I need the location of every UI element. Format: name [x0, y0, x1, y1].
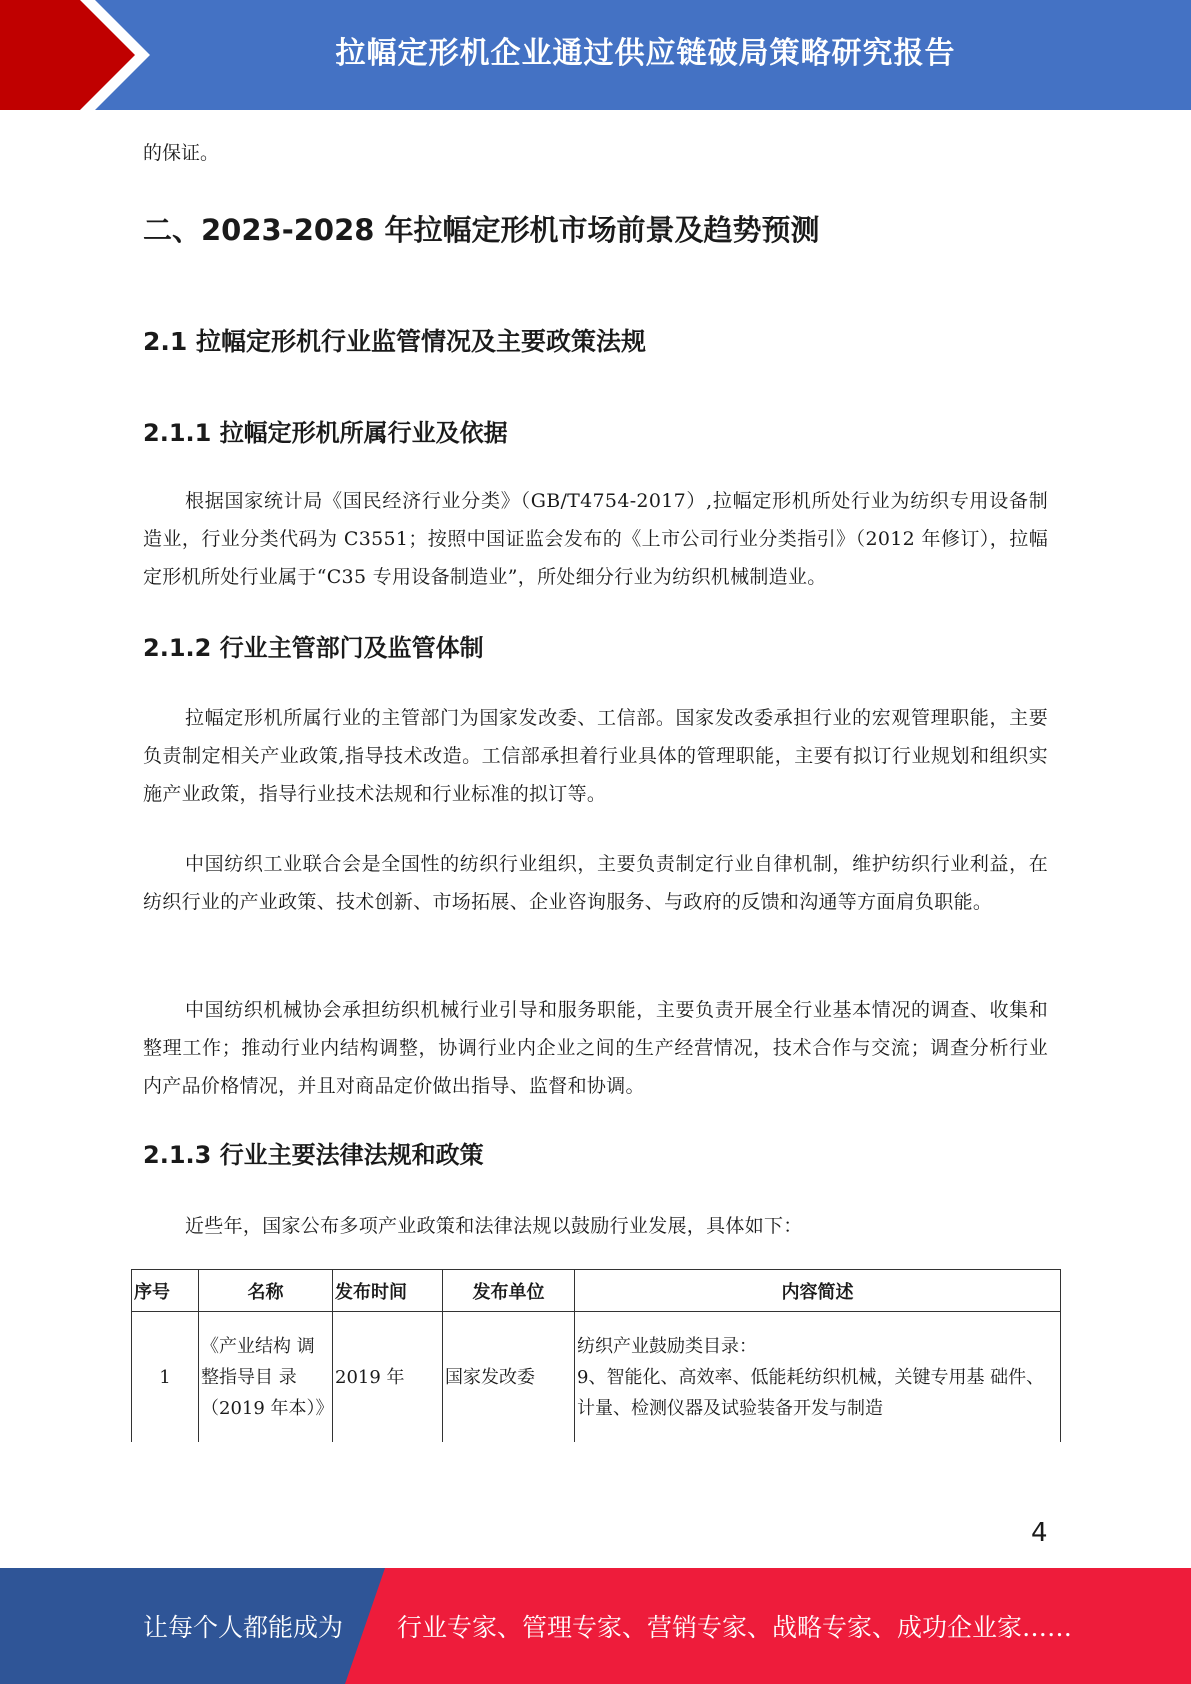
cell-name: 《产业结构 调整指导目 录（2019 年本）》: [199, 1312, 333, 1443]
report-title: 拉幅定形机企业通过供应链破局策略研究报告: [335, 36, 956, 71]
heading-2-1-3: 2.1.3 行业主要法律法规和政策: [143, 1141, 484, 1169]
paragraph: 根据国家统计局《国民经济行业分类》（GB/T4754-2017）,拉幅定形机所处行业为纺织专用设备制造业，行业分类代码为 C3551；按照中国证监会发布的《上市公司行业分类指引》（2012 年修订），拉幅定形机所处行业属于“C35 专用设备制造业”，所处细分行业为纺织机械制造业。: [143, 490, 1048, 588]
footer-slogan-right: 行业专家、管理专家、营销专家、战略专家、成功企业家……: [397, 1613, 1073, 1642]
description-line: 9、智能化、高效率、低能耗纺织机械，关键专用基 础件、计量、检测仪器及试验装备开发与制造: [577, 1366, 1045, 1419]
paragraph: 近些年，国家公布多项产业政策和法律法规以鼓励行业发展，具体如下：: [185, 1215, 803, 1237]
table-row: [132, 1312, 1061, 1443]
paragraph: 中国纺织机械协会承担纺织机械行业引导和服务职能，主要负责开展全行业基本情况的调查、收集和整理工作；推动行业内结构调整，协调行业内企业之间的生产经营情况，技术合作与交流；调查分析行业内产品价格情况，并且对商品定价做出指导、监督和协调。: [143, 999, 1048, 1097]
section-heading: 二、2023-2028 年拉幅定形机市场前景及趋势预测: [143, 213, 820, 247]
continuation-text: 的保证。: [143, 142, 220, 164]
heading-2-1-1: 2.1.1 拉幅定形机所属行业及依据: [143, 419, 508, 447]
table-header-row: [132, 1270, 1061, 1312]
paragraph: 拉幅定形机所属行业的主管部门为国家发改委、工信部。国家发改委承担行业的宏观管理职能，主要负责制定相关产业政策,指导技术改造。工信部承担着行业具体的管理职能，主要有拟订行业规划和组织实施产业政策，指导行业技术法规和行业标准的拟订等。: [143, 707, 1048, 805]
section-2-1-2-body: [143, 699, 1048, 813]
description-line: 纺织产业鼓励类目录：: [577, 1335, 757, 1357]
page-header: [0, 0, 1191, 110]
cell-date: 2019 年: [333, 1312, 443, 1443]
page-number: 4: [1031, 1518, 1048, 1548]
section-2-1-2-body: [143, 845, 1048, 921]
footer-slogan-left: 让每个人都能成为: [143, 1613, 344, 1642]
cell-description: [575, 1312, 1061, 1443]
section-2-1-3-body: [143, 1207, 1048, 1245]
paragraph: 中国纺织工业联合会是全国性的纺织行业组织，主要负责制定行业自律机制，维护纺织行业利益，在纺织行业的产业政策、技术创新、市场拓展、企业咨询服务、与政府的反馈和沟通等方面肩负职能。: [143, 853, 1048, 913]
heading-2-1-2: 2.1.2 行业主管部门及监管体制: [143, 634, 484, 662]
section-2-1-2-body: [143, 991, 1048, 1105]
header-chevron: [0, 0, 170, 110]
cell-number: 1: [132, 1312, 199, 1443]
page-footer: [0, 1568, 1191, 1684]
column-header: 序号: [132, 1270, 199, 1312]
cell-issuer: 国家发改委: [443, 1312, 575, 1443]
column-header: 发布时间: [333, 1270, 443, 1312]
policy-table: [131, 1269, 1061, 1442]
column-header: 发布单位: [443, 1270, 575, 1312]
section-2-1-1-body: [143, 482, 1048, 596]
red-chevron-shape: [0, 0, 135, 110]
column-header: 内容简述: [575, 1270, 1061, 1312]
column-header: 名称: [199, 1270, 333, 1312]
subsection-heading: 2.1 拉幅定形机行业监管情况及主要政策法规: [143, 327, 646, 356]
